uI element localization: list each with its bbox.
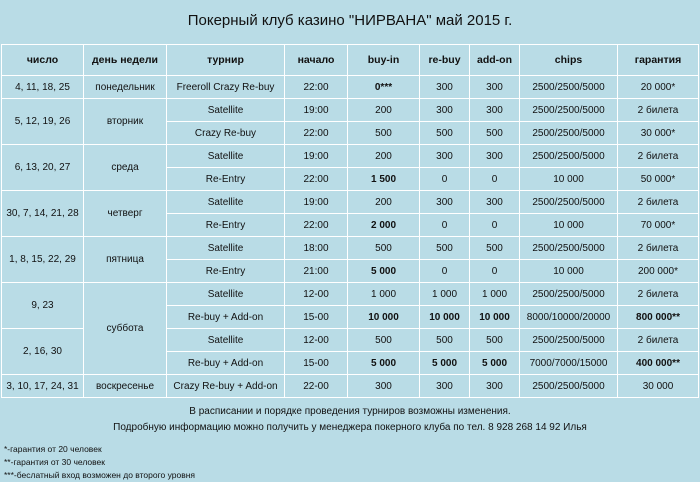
chips-cell: 2500/2500/5000 xyxy=(520,283,618,306)
col-header-date: число xyxy=(2,45,84,76)
guarantee-cell: 2 билета xyxy=(618,237,699,260)
guarantee-cell: 20 000* xyxy=(618,76,699,99)
table-row xyxy=(2,145,699,168)
start-cell: 21:00 xyxy=(285,260,348,283)
start-cell: 12-00 xyxy=(285,283,348,306)
start-cell: 22:00 xyxy=(285,122,348,145)
date-cell: 1, 8, 15, 22, 29 xyxy=(2,237,84,283)
col-header-buyin: buy-in xyxy=(348,45,420,76)
col-header-rebuy: re-buy xyxy=(420,45,470,76)
col-header-weekday: день недели xyxy=(84,45,167,76)
rebuy-cell: 10 000 xyxy=(420,306,470,329)
buyin-cell: 200 xyxy=(348,145,420,168)
date-cell: 4, 11, 18, 25 xyxy=(2,76,84,99)
table-row xyxy=(2,99,699,122)
tournament-cell: Crazy Re-buy xyxy=(167,122,285,145)
tournament-cell: Freeroll Crazy Re-buy xyxy=(167,76,285,99)
date-cell: 6, 13, 20, 27 xyxy=(2,145,84,191)
col-header-chips: chips xyxy=(520,45,618,76)
rebuy-cell: 500 xyxy=(420,329,470,352)
buyin-cell: 200 xyxy=(348,191,420,214)
chips-cell: 2500/2500/5000 xyxy=(520,329,618,352)
buyin-cell: 500 xyxy=(348,237,420,260)
rebuy-cell: 500 xyxy=(420,237,470,260)
rebuy-cell: 300 xyxy=(420,76,470,99)
table-row xyxy=(2,375,699,398)
addon-cell: 0 xyxy=(470,168,520,191)
chips-cell: 2500/2500/5000 xyxy=(520,191,618,214)
chips-cell: 2500/2500/5000 xyxy=(520,76,618,99)
table-row xyxy=(2,237,699,260)
buyin-cell: 300 xyxy=(348,375,420,398)
buyin-cell: 500 xyxy=(348,122,420,145)
addon-cell: 5 000 xyxy=(470,352,520,375)
addon-cell: 300 xyxy=(470,375,520,398)
col-header-guarantee: гарантия xyxy=(618,45,699,76)
start-cell: 18:00 xyxy=(285,237,348,260)
col-header-addon: add-on xyxy=(470,45,520,76)
addon-cell: 1 000 xyxy=(470,283,520,306)
guarantee-cell: 50 000* xyxy=(618,168,699,191)
table-row xyxy=(2,191,699,214)
tournament-cell: Re-buy + Add-on xyxy=(167,306,285,329)
date-cell: 2, 16, 30 xyxy=(2,329,84,375)
tournament-cell: Satellite xyxy=(167,329,285,352)
buyin-cell: 5 000 xyxy=(348,352,420,375)
guarantee-cell: 2 билета xyxy=(618,329,699,352)
chips-cell: 2500/2500/5000 xyxy=(520,99,618,122)
chips-cell: 10 000 xyxy=(520,214,618,237)
start-cell: 19:00 xyxy=(285,145,348,168)
rebuy-cell: 300 xyxy=(420,375,470,398)
weekday-cell: четверг xyxy=(84,191,167,237)
chips-cell: 10 000 xyxy=(520,260,618,283)
buyin-cell: 0*** xyxy=(348,76,420,99)
start-cell: 22:00 xyxy=(285,76,348,99)
buyin-cell: 500 xyxy=(348,329,420,352)
col-header-start: начало xyxy=(285,45,348,76)
buyin-cell: 1 500 xyxy=(348,168,420,191)
footnote: *-гарантия от 20 человек xyxy=(4,444,102,454)
tournament-cell: Re-Entry xyxy=(167,168,285,191)
guarantee-cell: 2 билета xyxy=(618,283,699,306)
table-header-row xyxy=(2,45,699,76)
chips-cell: 2500/2500/5000 xyxy=(520,375,618,398)
start-cell: 12-00 xyxy=(285,329,348,352)
guarantee-cell: 2 билета xyxy=(618,191,699,214)
date-cell: 30, 7, 14, 21, 28 xyxy=(2,191,84,237)
start-cell: 15-00 xyxy=(285,306,348,329)
page-title: Покерный клуб казино "НИРВАНА" май 2015 г. xyxy=(187,12,513,29)
addon-cell: 500 xyxy=(470,329,520,352)
start-cell: 22:00 xyxy=(285,214,348,237)
rebuy-cell: 0 xyxy=(420,214,470,237)
footnote: ***-беслатный вход возможен до второго уровня xyxy=(4,470,196,480)
addon-cell: 300 xyxy=(470,76,520,99)
date-cell: 9, 23 xyxy=(2,283,84,329)
guarantee-cell: 400 000** xyxy=(618,352,699,375)
tournament-cell: Satellite xyxy=(167,283,285,306)
rebuy-cell: 1 000 xyxy=(420,283,470,306)
start-cell: 22-00 xyxy=(285,375,348,398)
rebuy-cell: 5 000 xyxy=(420,352,470,375)
addon-cell: 300 xyxy=(470,99,520,122)
footnote: **-гарантия от 30 человек xyxy=(4,457,105,467)
addon-cell: 300 xyxy=(470,191,520,214)
rebuy-cell: 300 xyxy=(420,99,470,122)
guarantee-cell: 2 билета xyxy=(618,99,699,122)
guarantee-cell: 30 000* xyxy=(618,122,699,145)
date-cell: 3, 10, 17, 24, 31 xyxy=(2,375,84,398)
addon-cell: 500 xyxy=(470,237,520,260)
tournament-cell: Satellite xyxy=(167,145,285,168)
guarantee-cell: 2 билета xyxy=(618,145,699,168)
tournament-cell: Satellite xyxy=(167,191,285,214)
buyin-cell: 5 000 xyxy=(348,260,420,283)
rebuy-cell: 0 xyxy=(420,260,470,283)
rebuy-cell: 0 xyxy=(420,168,470,191)
addon-cell: 10 000 xyxy=(470,306,520,329)
tournament-cell: Crazy Re-buy + Add-on xyxy=(167,375,285,398)
guarantee-cell: 200 000* xyxy=(618,260,699,283)
guarantee-cell: 70 000* xyxy=(618,214,699,237)
start-cell: 19:00 xyxy=(285,99,348,122)
buyin-cell: 200 xyxy=(348,99,420,122)
date-cell: 5, 12, 19, 26 xyxy=(2,99,84,145)
addon-cell: 300 xyxy=(470,145,520,168)
footnotes xyxy=(4,443,195,482)
chips-cell: 2500/2500/5000 xyxy=(520,237,618,260)
notice-line: Подробную информацию можно получить у менеджера покерного клуба по тел. 8 928 268 14 92 Илья xyxy=(113,422,587,433)
tournament-cell: Satellite xyxy=(167,99,285,122)
weekday-cell: пятница xyxy=(84,237,167,283)
buyin-cell: 1 000 xyxy=(348,283,420,306)
start-cell: 22:00 xyxy=(285,168,348,191)
col-header-tournament: турнир xyxy=(167,45,285,76)
tournament-cell: Satellite xyxy=(167,237,285,260)
rebuy-cell: 500 xyxy=(420,122,470,145)
weekday-cell: понедельник xyxy=(84,76,167,99)
addon-cell: 0 xyxy=(470,214,520,237)
schedule-table xyxy=(1,44,699,398)
start-cell: 19:00 xyxy=(285,191,348,214)
addon-cell: 0 xyxy=(470,260,520,283)
buyin-cell: 2 000 xyxy=(348,214,420,237)
rebuy-cell: 300 xyxy=(420,191,470,214)
weekday-cell: воскресенье xyxy=(84,375,167,398)
tournament-cell: Re-Entry xyxy=(167,260,285,283)
weekday-cell: среда xyxy=(84,145,167,191)
rebuy-cell: 300 xyxy=(420,145,470,168)
chips-cell: 2500/2500/5000 xyxy=(520,145,618,168)
table-row xyxy=(2,76,699,99)
addon-cell: 500 xyxy=(470,122,520,145)
tournament-cell: Re-buy + Add-on xyxy=(167,352,285,375)
table-row xyxy=(2,283,699,306)
chips-cell: 7000/7000/15000 xyxy=(520,352,618,375)
buyin-cell: 10 000 xyxy=(348,306,420,329)
notice-line: В расписании и порядке проведения турниров возможны изменения. xyxy=(189,406,511,417)
weekday-cell: суббота xyxy=(84,283,167,375)
weekday-cell: вторник xyxy=(84,99,167,145)
chips-cell: 10 000 xyxy=(520,168,618,191)
chips-cell: 8000/10000/20000 xyxy=(520,306,618,329)
tournament-cell: Re-Entry xyxy=(167,214,285,237)
guarantee-cell: 800 000** xyxy=(618,306,699,329)
start-cell: 15-00 xyxy=(285,352,348,375)
chips-cell: 2500/2500/5000 xyxy=(520,122,618,145)
notice-block xyxy=(0,404,700,436)
guarantee-cell: 30 000 xyxy=(618,375,699,398)
